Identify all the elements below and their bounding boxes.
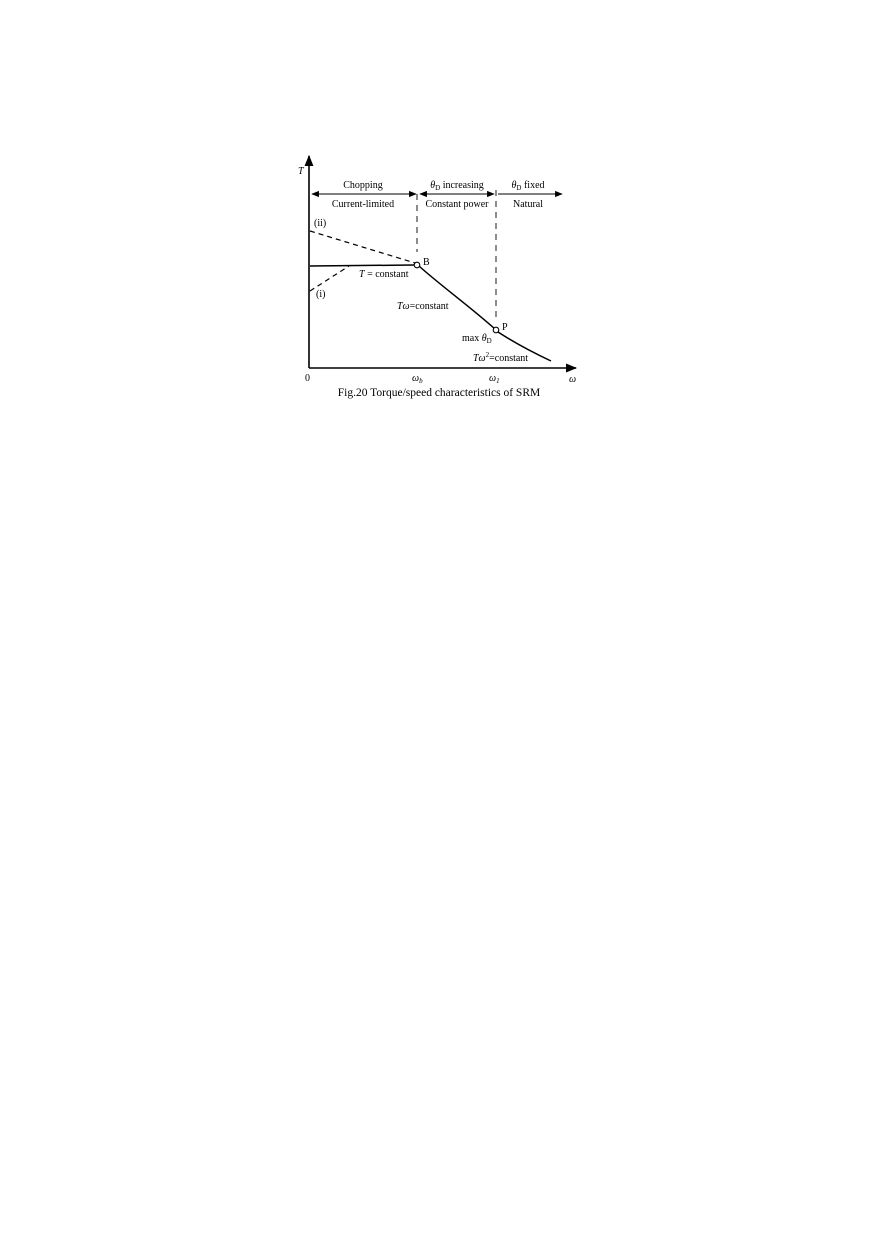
natural-label: $T\omega^2=constant$ [473, 351, 529, 364]
x-axis-label: ω [569, 374, 577, 385]
curve-i-dashed [310, 266, 349, 291]
origin-label: 0 [305, 373, 310, 384]
y-axis-label: T [298, 166, 304, 177]
point-p-label: P [502, 322, 508, 333]
region-label-natural: Natural [513, 199, 543, 210]
region-label-theta-increasing: $\theta_D$ increasing [430, 180, 484, 192]
curve-i-label: (i) [316, 289, 326, 300]
curve-ii-dashed [310, 231, 415, 263]
region-label-current-limited: Current-limited [331, 199, 395, 210]
figure-caption: Fig.20 Torque/speed characteristics of SRM [337, 387, 541, 399]
x-tick-omega-1: $\omega_1$ [489, 373, 500, 385]
region-label-constant-power: Constant power [425, 199, 489, 210]
point-p-marker [493, 327, 499, 333]
curve-ii-label: (ii) [314, 218, 327, 229]
max-theta-label: $\max \theta_D$ [462, 333, 492, 345]
point-b-marker [414, 262, 420, 268]
constant-torque-label: T = constant [359, 269, 409, 280]
constant-power-label: Tω=constant [397, 301, 449, 312]
x-tick-omega-b: $\omega_b$ [412, 373, 423, 385]
region-label-theta-fixed: $\theta_D$ fixed [511, 180, 545, 192]
curve-constant-torque [310, 265, 414, 266]
region-label-chopping: Chopping [343, 180, 383, 191]
point-b-label: B [423, 257, 430, 268]
curve-constant-power [419, 266, 495, 329]
